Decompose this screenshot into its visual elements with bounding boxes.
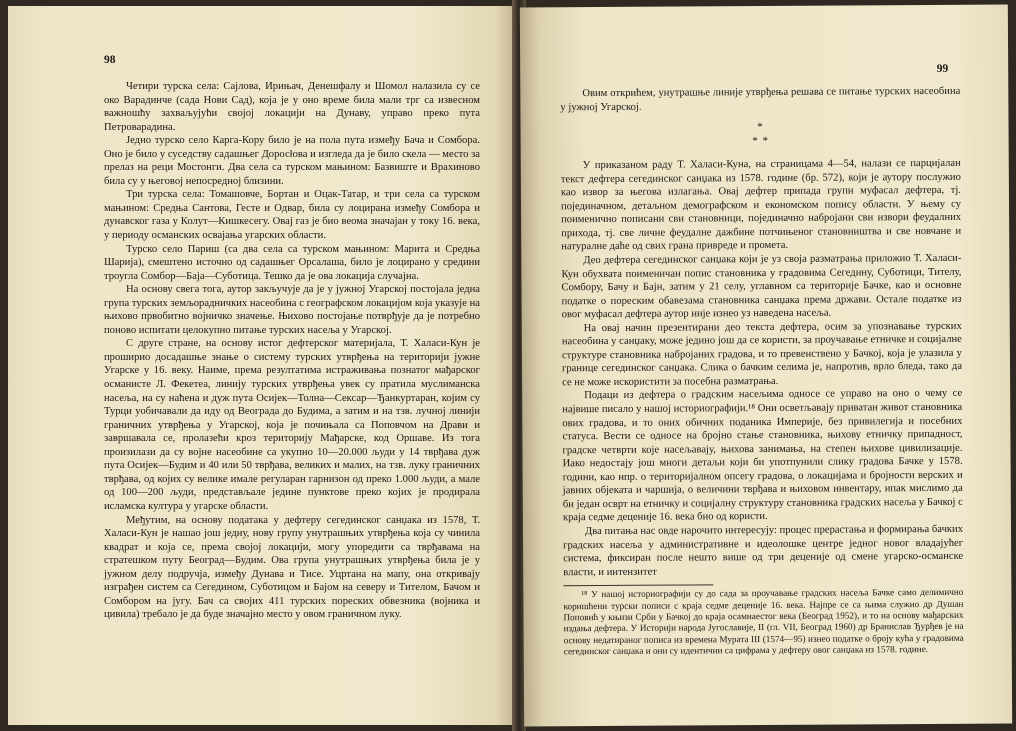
paragraph: Два питања нас овде нарочито интересују: процес прерастања и формирања бачких градских насеља у административне и идеолошке центре једног новог владајућег система, фиксиран после нешто више од три деценије од смене угарско-османске власти, и интензитет bbox=[563, 523, 964, 578]
page-number: 98 bbox=[104, 54, 116, 66]
footnote-text: ¹⁸ У нашој историографији су до сада за проучавање градских насеља Бачке само делимично коришћени турски пописи с краја седме деценије 16. века. Најпре се са њима служио др Душан Поповић у књизи Срби у Бачкој до краја осамнаестог века (Београд 1952), и то на основу мађарских издања дефтера. У Историји народа Југославије, II (гл. VII, Београд 1960) др Бранислав Ђурђев је на основу недатираног пописа из времена Мурата III (1574—95) изнео податке о броју кућа у градовима сегединског санџака и они су идентични са цифрама у дефтеру овог санџака из 1578. године. bbox=[563, 586, 964, 657]
right-page-text bbox=[560, 85, 963, 658]
paragraph: С друге стране, на основу истог дефтерског материјала, Т. Халаси-Кун је проширио досадашње знање о систему турских утврђења на територији јужне Угарске у 16. веку. Наиме, према резултатима истраживања познатог мађарског османисте Л. Фекетеа, линију турских утврђења увек су пратила муслиманска насеља, на су наћена и дуж пута Осијек—Толна—Сексар—Ђанкуртаран, којим су Турци уобичавали да иду од Веограда до Будима, а затим и на тзв. лучној линији граничних утврђења у Угарској, која је почињала са Поповчом на Драви и завршавала се, пролазећи кроз територију Мађарске, код Оршаве. Из тога произилази да су војне насеобине са укупно 10—20.000 људи у 14 тврђава дуж пута Осијек—Будим и 40 или 50 тврђава, великих и малих, на тзв. луку граничних тврђава, од којих су велике имале регуларан гарнизон од преко 1.000 људи, а мале од 100—200 људи, представљале једине пунктове преко којих је продирала исламска култура у угарске области. bbox=[104, 338, 480, 512]
paragraph: Међутим, на основу података у дефтеру сегединског санџака из 1578, Т. Халаси-Кун је нашао још једну, нову групу унутрашњих утврђења која су чинила квадрат и која се, према својој локацији, могу упоредити са тврђавама на стратешком путу Београд—Будим. Ова група унутрашњих утврђења била је у јужном делу подручја, између Дунава и Тисе. Уцртана на мапу, она откривају изграђен систем са Сегедином, Суботицом и Бајом на северу и Тителом, Бачом и Сомбором на југу. Бач са својих 411 турских пореских обвезника (војника и цивила) требало је да буде значајно место у овом граничном луку. bbox=[104, 514, 480, 621]
section-separator bbox=[561, 120, 961, 150]
left-page bbox=[8, 6, 516, 725]
paragraph: На основу свега тога, аутор закључује да је у јужној Угарској постојала једна група турских земљорадничких насеобина с географском локацијом која указује на њихово првобитно војничко значење. Њихово постојање потврђује да је потребно поново испитати целокупно питање турских насеља у Угарској. bbox=[104, 284, 480, 336]
paragraph: Овим открићем, унутрашње линије утврђења решава се питање турских насеобина у јужној Угарској. bbox=[560, 85, 961, 113]
paragraph: Подаци из дефтера о градским насељима односе се управо на оно о чему се највише писало у нашој историографији.¹⁸ Они осветљавају приватан живот становника ових градова, и то оних обичних поданика Империје, без привилегија и посебних статуса. Вести се односе на бројно стање становника, њихову етничку припадност, градске четврти које насељавају, њихова занимања, на степен њихове цивилизације. Иако недостају још многи детаљи који би употпунили слику градова Бачке у 1578. години, као нпр. о територијалном опсегу градова, о локацијама и бројности верских и јавних објеката и чаршија, о величини тврђава и њиховом инвентару, ипак мислимо да би један осврт на етничку и социјалну структуру становника градских насеља у Бачкој с краја седме деценије 16. века био од користи. bbox=[562, 388, 963, 524]
footnote bbox=[563, 587, 963, 658]
separator-stars: * * * bbox=[752, 121, 770, 147]
footnote-rule bbox=[563, 584, 713, 586]
paragraph: Четири турска села: Сајлова, Ирињач, Денешфалу и Шомол налазила су се око Варадинче (сада Нови Сад), која је у оно време била мали трг са извесном важношћу захваљујући својој локацији на Дунаву, управо преко пута Петроварадина. bbox=[104, 81, 480, 133]
paragraph: Једно турско село Карга-Кору било је на пола пута између Бача и Сомбора. Оно је било у суседству садашњег Доросłова и изгледа да је било скела — место за прелаз на реци Мостонги. Два села са турском мањином: Базвиште и Врахиново била су у његовој непосредној близини. bbox=[104, 135, 480, 187]
paragraph: Део дефтера сегединског санџака који је уз своја разматрања приложио Т. Халаси-Кун обухвата поименичан попис становника у градовима Сегедину, Суботици, Тителу, Сомбору, Бачу и Бајн, затим у 21 селу, углавном са територије Бачке, као и основне податке о пореским обавезама становника санџака према држави. Остале податке из овог муфасал дефтера аутор није изнео уз наведена насеља. bbox=[561, 252, 962, 321]
paragraph: Три турска села: Томашовче, Бортан и Оцак-Татар, и три села са турском мањином: Средња Сантова, Гесте и Одвар, била су лоцирана између Сомбора и дунавског газа у Колут—Кишкесегу. Овај газ је био веома значајан у току 16. века, у периоду османских освајања угарских области. bbox=[104, 189, 480, 242]
paragraph: У приказаном раду Т. Халаси-Куна, на страницама 4—54, налази се парцијалан текст дефтера сегединског санџака из 1578. године (бр. 572), који је аутору послужио као извор за његова излагања. Овај дефтер припада групи муфасал дефтера, тј. појединачном, детаљном демографском и економском попису области. У њему су поименично пописани сви становници, појединачно набројани сви извори феудалних прихода, тј. све личне феудалне дажбине потчињеног становништва и све новчане и натуралне даће од свих грана привреде и промета. bbox=[560, 157, 962, 253]
right-page bbox=[520, 5, 1012, 727]
page-number: 99 bbox=[936, 62, 949, 75]
left-page-text bbox=[104, 80, 480, 622]
paragraph: Турско село Париш (са два села са турском мањином: Марита и Средња Шарија), смештено источно од садашњег Орсалаша, било је лоцирано у средини троугла Сомбор—Баја—Суботица. Тешко да је ова локација случајна. bbox=[104, 243, 480, 282]
paragraph: На овај начин презентирани део текста дефтера, осим за упознавање турских насеобина у санџаку, може једино још да се користи, за проучавање етничке и социјалне структуре становника набројаних градова, и то превенствено у Бачкој, која је улазила у границе сегединског санџака. Слика о бачким селима је, напротив, врло бледа, тако да се не може искористити за посебна разматрања. bbox=[561, 320, 963, 389]
